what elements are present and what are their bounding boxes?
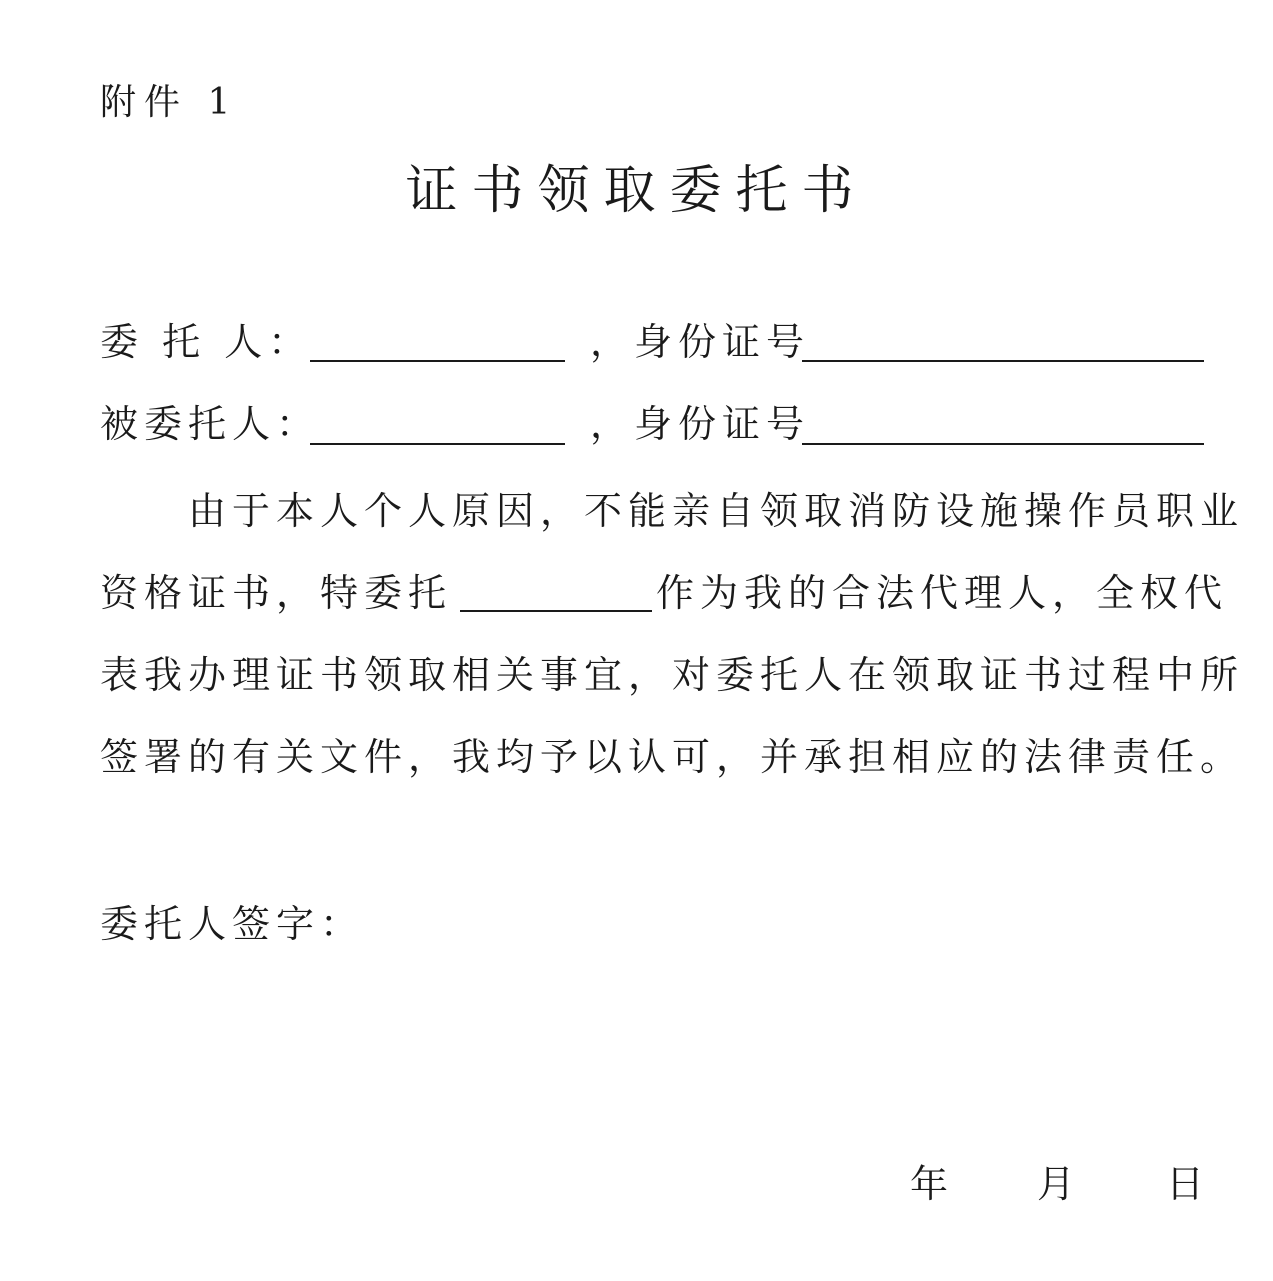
attachment-label: 附件 1: [100, 82, 239, 123]
document-title: 证书领取委托书: [405, 161, 868, 221]
body-line-2-suffix-wrap: [656, 571, 1229, 615]
date-day: 日: [1166, 1162, 1205, 1206]
signature-label: 委托人签字：: [100, 902, 365, 946]
agent-label: 被委托人：: [100, 402, 321, 446]
body-line-4: [100, 735, 1245, 779]
date-month: 月: [1037, 1162, 1076, 1206]
agent-name-field[interactable]: [310, 443, 565, 445]
body-line-2-suffix: 作为我的合法代理人，全权代: [656, 571, 1229, 615]
body-line-1: [188, 489, 1245, 533]
body-line-3: [100, 653, 1245, 697]
body-line-1-text: 由于本人个人原因，不能亲自领取消防设施操作员职业: [188, 489, 1245, 533]
designated-agent-field[interactable]: [460, 610, 652, 612]
body-line-4-text: 签署的有关文件，我均予以认可，并承担相应的法律责任。: [100, 735, 1245, 779]
date-year: 年: [910, 1162, 949, 1206]
body-line-3-text: 表我办理证书领取相关事宜，对委托人在领取证书过程中所: [100, 653, 1245, 697]
body-line-2-prefix: 资格证书，特委托: [100, 571, 453, 615]
principal-name-field[interactable]: [310, 360, 565, 362]
principal-label: 委 托 人：: [100, 320, 313, 364]
agent-id-field[interactable]: [802, 443, 1204, 445]
principal-id-field[interactable]: [802, 360, 1204, 362]
principal-id-label: ，身份证号: [590, 320, 811, 364]
agent-id-label: ，身份证号: [590, 402, 811, 446]
